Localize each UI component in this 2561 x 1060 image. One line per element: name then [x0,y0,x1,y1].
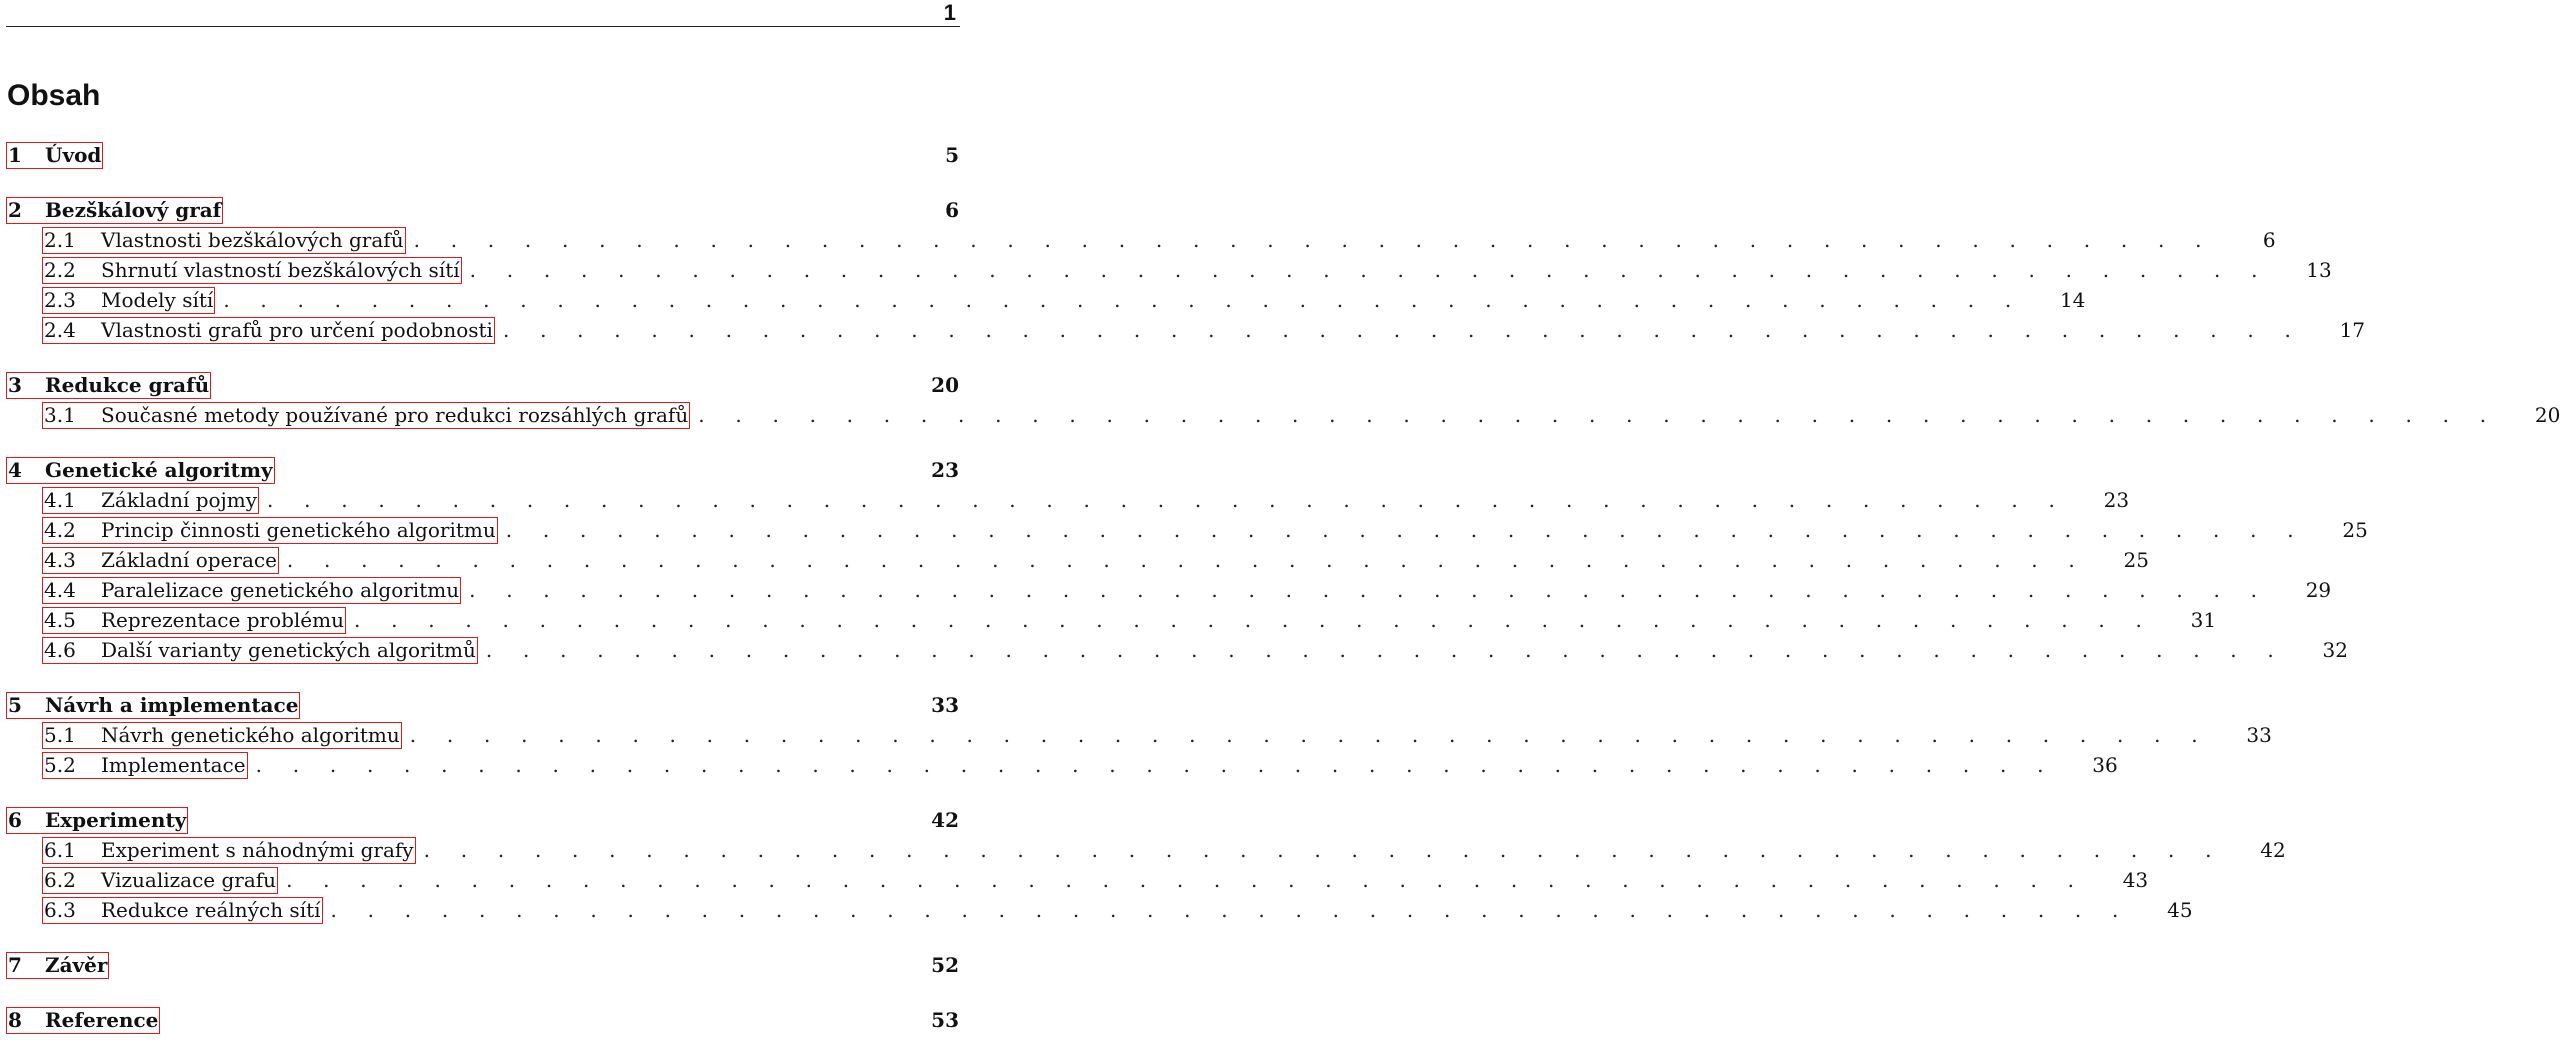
toc-chapter-block [0,195,2366,345]
section-title: Shrnutí vlastností bezškálových sítí [101,258,460,282]
toc-section-row [0,750,2118,780]
section-number: 2.1 [44,228,76,252]
section-number: 6.3 [44,898,76,922]
toc-chapter-block [0,690,2272,780]
section-page-number: 25 [2123,548,2149,572]
section-page-number: 33 [2246,723,2272,747]
section-page-number: 43 [2122,868,2149,892]
table-of-contents [0,140,2561,1060]
section-title: Základní pojmy [101,488,258,512]
toc-section-link[interactable] [42,547,279,574]
toc-section-row [0,865,2149,895]
section-page-number: 23 [2103,488,2130,512]
toc-section-link[interactable] [42,517,498,544]
dot-leader: . . . . . . . . . . . . . . . . . . . . . . . . . . . . . . . . . . . . . . . . . . . . . . . . . [354,608,2155,632]
section-number: 4.3 [44,548,76,572]
toc-chapter-row [0,195,960,225]
section-title: Návrh genetického algoritmu [101,723,400,747]
toc-section-link[interactable] [42,287,215,314]
chapter-page-number: 53 [931,1008,959,1032]
toc-section-link[interactable] [42,607,346,634]
dot-leader: . . . . . . . . . . . . . . . . . . . . . . . . . . . . . . . . . . . . . . . . . . . . . . . . . [413,228,2214,252]
toc-section-link[interactable] [42,897,323,924]
section-title: Redukce reálných sítí [101,898,321,922]
chapter-number: 2 [8,198,22,222]
dot-leader: . . . . . . . . . . . . . . . . . . . . . . . . . . . . . . . . . . . . . . . . . . . . . . . . . [469,578,2270,602]
toc-chapter-link[interactable] [6,807,188,834]
section-title: Reprezentace problému [101,608,344,632]
chapter-title: Bezškálový graf [45,198,222,222]
section-title: Současné metody používané pro redukci rozsáhlých grafů [101,403,689,427]
chapter-number: 5 [8,693,22,717]
section-page-number: 36 [2092,753,2118,777]
toc-section-link[interactable] [42,837,416,864]
toc-section-link[interactable] [42,867,278,894]
toc-chapter-block [0,805,2286,925]
toc-section-row [0,635,2348,665]
toc-section-row [0,225,2276,255]
toc-section-row [0,315,2366,345]
section-number: 2.2 [44,258,76,282]
section-title: Paralelizace genetického algoritmu [101,578,460,602]
toc-section-link[interactable] [42,637,478,664]
toc-chapter-block [0,950,960,980]
toc-chapter-link[interactable] [6,1007,160,1034]
section-number: 2.3 [44,288,76,312]
section-page-number: 32 [2322,638,2348,662]
dot-leader: . . . . . . . . . . . . . . . . . . . . . . . . . . . . . . . . . . . . . . . . . . . . . . . . . [502,318,2304,342]
section-page-number: 42 [2260,838,2286,862]
toc-chapter-row [0,690,960,720]
chapter-number: 8 [8,1008,22,1032]
dot-leader: . . . . . . . . . . . . . . . . . . . . . . . . . . . . . . . . . . . . . . . . . . . . . . . . . [423,838,2224,862]
section-page-number: 31 [2190,608,2217,632]
section-title: Experiment s náhodnými grafy [101,838,414,862]
dot-leader: . . . . . . . . . . . . . . . . . . . . . . . . . . . . . . . . . . . . . . . . . . . . . . . . . [255,753,2056,777]
chapter-page-number: 6 [945,198,959,222]
chapter-number: 6 [8,808,22,832]
chapter-number: 4 [8,458,22,482]
dot-leader: . . . . . . . . . . . . . . . . . . . . . . . . . . . . . . . . . . . . . . . . . . . . . . . . . [409,723,2210,747]
dot-leader: . . . . . . . . . . . . . . . . . . . . . . . . . . . . . . . . . . . . . . . . . . . . . . . . . [286,548,2087,572]
section-title: Vizualizace grafu [101,868,277,892]
section-title: Princip činnosti genetického algoritmu [101,518,496,542]
chapter-number: 7 [8,953,22,977]
toc-section-row [0,485,2130,515]
toc-section-row [0,400,2561,430]
chapter-number: 3 [8,373,22,397]
toc-chapter-row [0,950,960,980]
chapter-page-number: 42 [931,808,959,832]
section-page-number: 17 [2339,318,2366,342]
toc-section-link[interactable] [42,257,462,284]
chapter-page-number: 33 [931,693,959,717]
toc-section-row [0,545,2149,575]
toc-chapter-link[interactable] [6,142,103,169]
section-title: Základní operace [101,548,277,572]
section-number: 4.5 [44,608,76,632]
chapter-page-number: 23 [931,458,959,482]
section-number: 2.4 [44,318,76,342]
toc-section-link[interactable] [42,317,495,344]
chapter-number: 1 [8,143,22,167]
chapter-title: Experimenty [45,808,187,832]
dot-leader: . . . . . . . . . . . . . . . . . . . . . . . . . . . . . . . . . . . . . . . . . . . . . . . . . [485,638,2286,662]
toc-chapter-link[interactable] [6,372,211,399]
toc-chapter-block [0,455,2368,665]
dot-leader: . . . . . . . . . . . . . . . . . . . . . . . . . . . . . . . . . . . . . . . . . . . . . . . . . [505,518,2306,542]
chapter-page-number: 5 [945,143,959,167]
toc-chapter-block [0,370,2561,430]
section-number: 3.1 [44,403,76,427]
chapter-page-number: 20 [931,373,959,397]
chapter-title: Návrh a implementace [45,693,299,717]
toc-chapter-link[interactable] [6,457,275,484]
toc-section-row [0,285,2086,315]
toc-chapter-row [0,370,960,400]
toc-chapter-block [0,140,960,170]
section-number: 4.6 [44,638,76,662]
section-page-number: 29 [2305,578,2332,602]
section-page-number: 45 [2167,898,2193,922]
section-number: 4.2 [44,518,76,542]
toc-section-row [0,895,2193,925]
toc-section-link[interactable] [42,577,461,604]
toc-section-link[interactable] [42,487,259,514]
toc-chapter-row [0,140,960,170]
dot-leader: . . . . . . . . . . . . . . . . . . . . . . . . . . . . . . . . . . . . . . . . . . . . . . . . . [267,488,2068,512]
page-number: 1 [943,0,956,25]
toc-chapter-row [0,455,960,485]
section-number: 6.1 [44,838,76,862]
header-rule [6,26,960,27]
dot-leader: . . . . . . . . . . . . . . . . . . . . . . . . . . . . . . . . . . . . . . . . . . . . . . . . . [469,258,2270,282]
toc-section-row [0,720,2272,750]
toc-section-row [0,575,2332,605]
dot-leader: . . . . . . . . . . . . . . . . . . . . . . . . . . . . . . . . . . . . . . . . . . . . . . . . . [330,898,2131,922]
toc-chapter-link[interactable] [6,952,109,979]
toc-section-link[interactable] [42,722,402,749]
chapter-title: Redukce grafů [45,373,210,397]
toc-section-row [0,835,2286,865]
toc-section-row [0,515,2368,545]
section-page-number: 25 [2342,518,2368,542]
section-page-number: 6 [2262,228,2276,252]
toc-section-link[interactable] [42,402,690,429]
chapter-title: Reference [45,1008,159,1032]
toc-section-link[interactable] [42,752,248,779]
toc-chapter-row [0,805,960,835]
section-title: Modely sítí [101,288,214,312]
chapter-title: Genetické algoritmy [45,458,273,482]
toc-section-row [0,255,2332,285]
toc-chapter-row [0,1005,960,1035]
dot-leader: . . . . . . . . . . . . . . . . . . . . . . . . . . . . . . . . . . . . . . . . . . . . . . . . . [223,288,2024,312]
toc-chapter-link[interactable] [6,692,300,719]
section-number: 4.4 [44,578,76,602]
toc-section-link[interactable] [42,227,406,254]
section-title: Implementace [101,753,246,777]
section-number: 6.2 [44,868,76,892]
section-number: 5.1 [44,723,76,747]
chapter-page-number: 52 [931,953,959,977]
section-number: 5.2 [44,753,76,777]
toc-title: Obsah [7,79,101,112]
section-title: Vlastnosti grafů pro určení podobnosti [101,318,493,342]
toc-chapter-block [0,1005,960,1035]
section-number: 4.1 [44,488,76,512]
section-title: Další varianty genetických algoritmů [101,638,476,662]
toc-chapter-link[interactable] [6,197,223,224]
section-title: Vlastnosti bezškálových grafů [101,228,404,252]
chapter-title: Závěr [45,953,108,977]
dot-leader: . . . . . . . . . . . . . . . . . . . . . . . . . . . . . . . . . . . . . . . . . . . . . . . . . [286,868,2087,892]
dot-leader: . . . . . . . . . . . . . . . . . . . . . . . . . . . . . . . . . . . . . . . . . . . . . . . . . [698,403,2499,427]
chapter-title: Úvod [45,143,102,167]
section-page-number: 20 [2534,403,2561,427]
toc-section-row [0,605,2217,635]
section-page-number: 13 [2306,258,2332,282]
section-page-number: 14 [2059,288,2086,312]
